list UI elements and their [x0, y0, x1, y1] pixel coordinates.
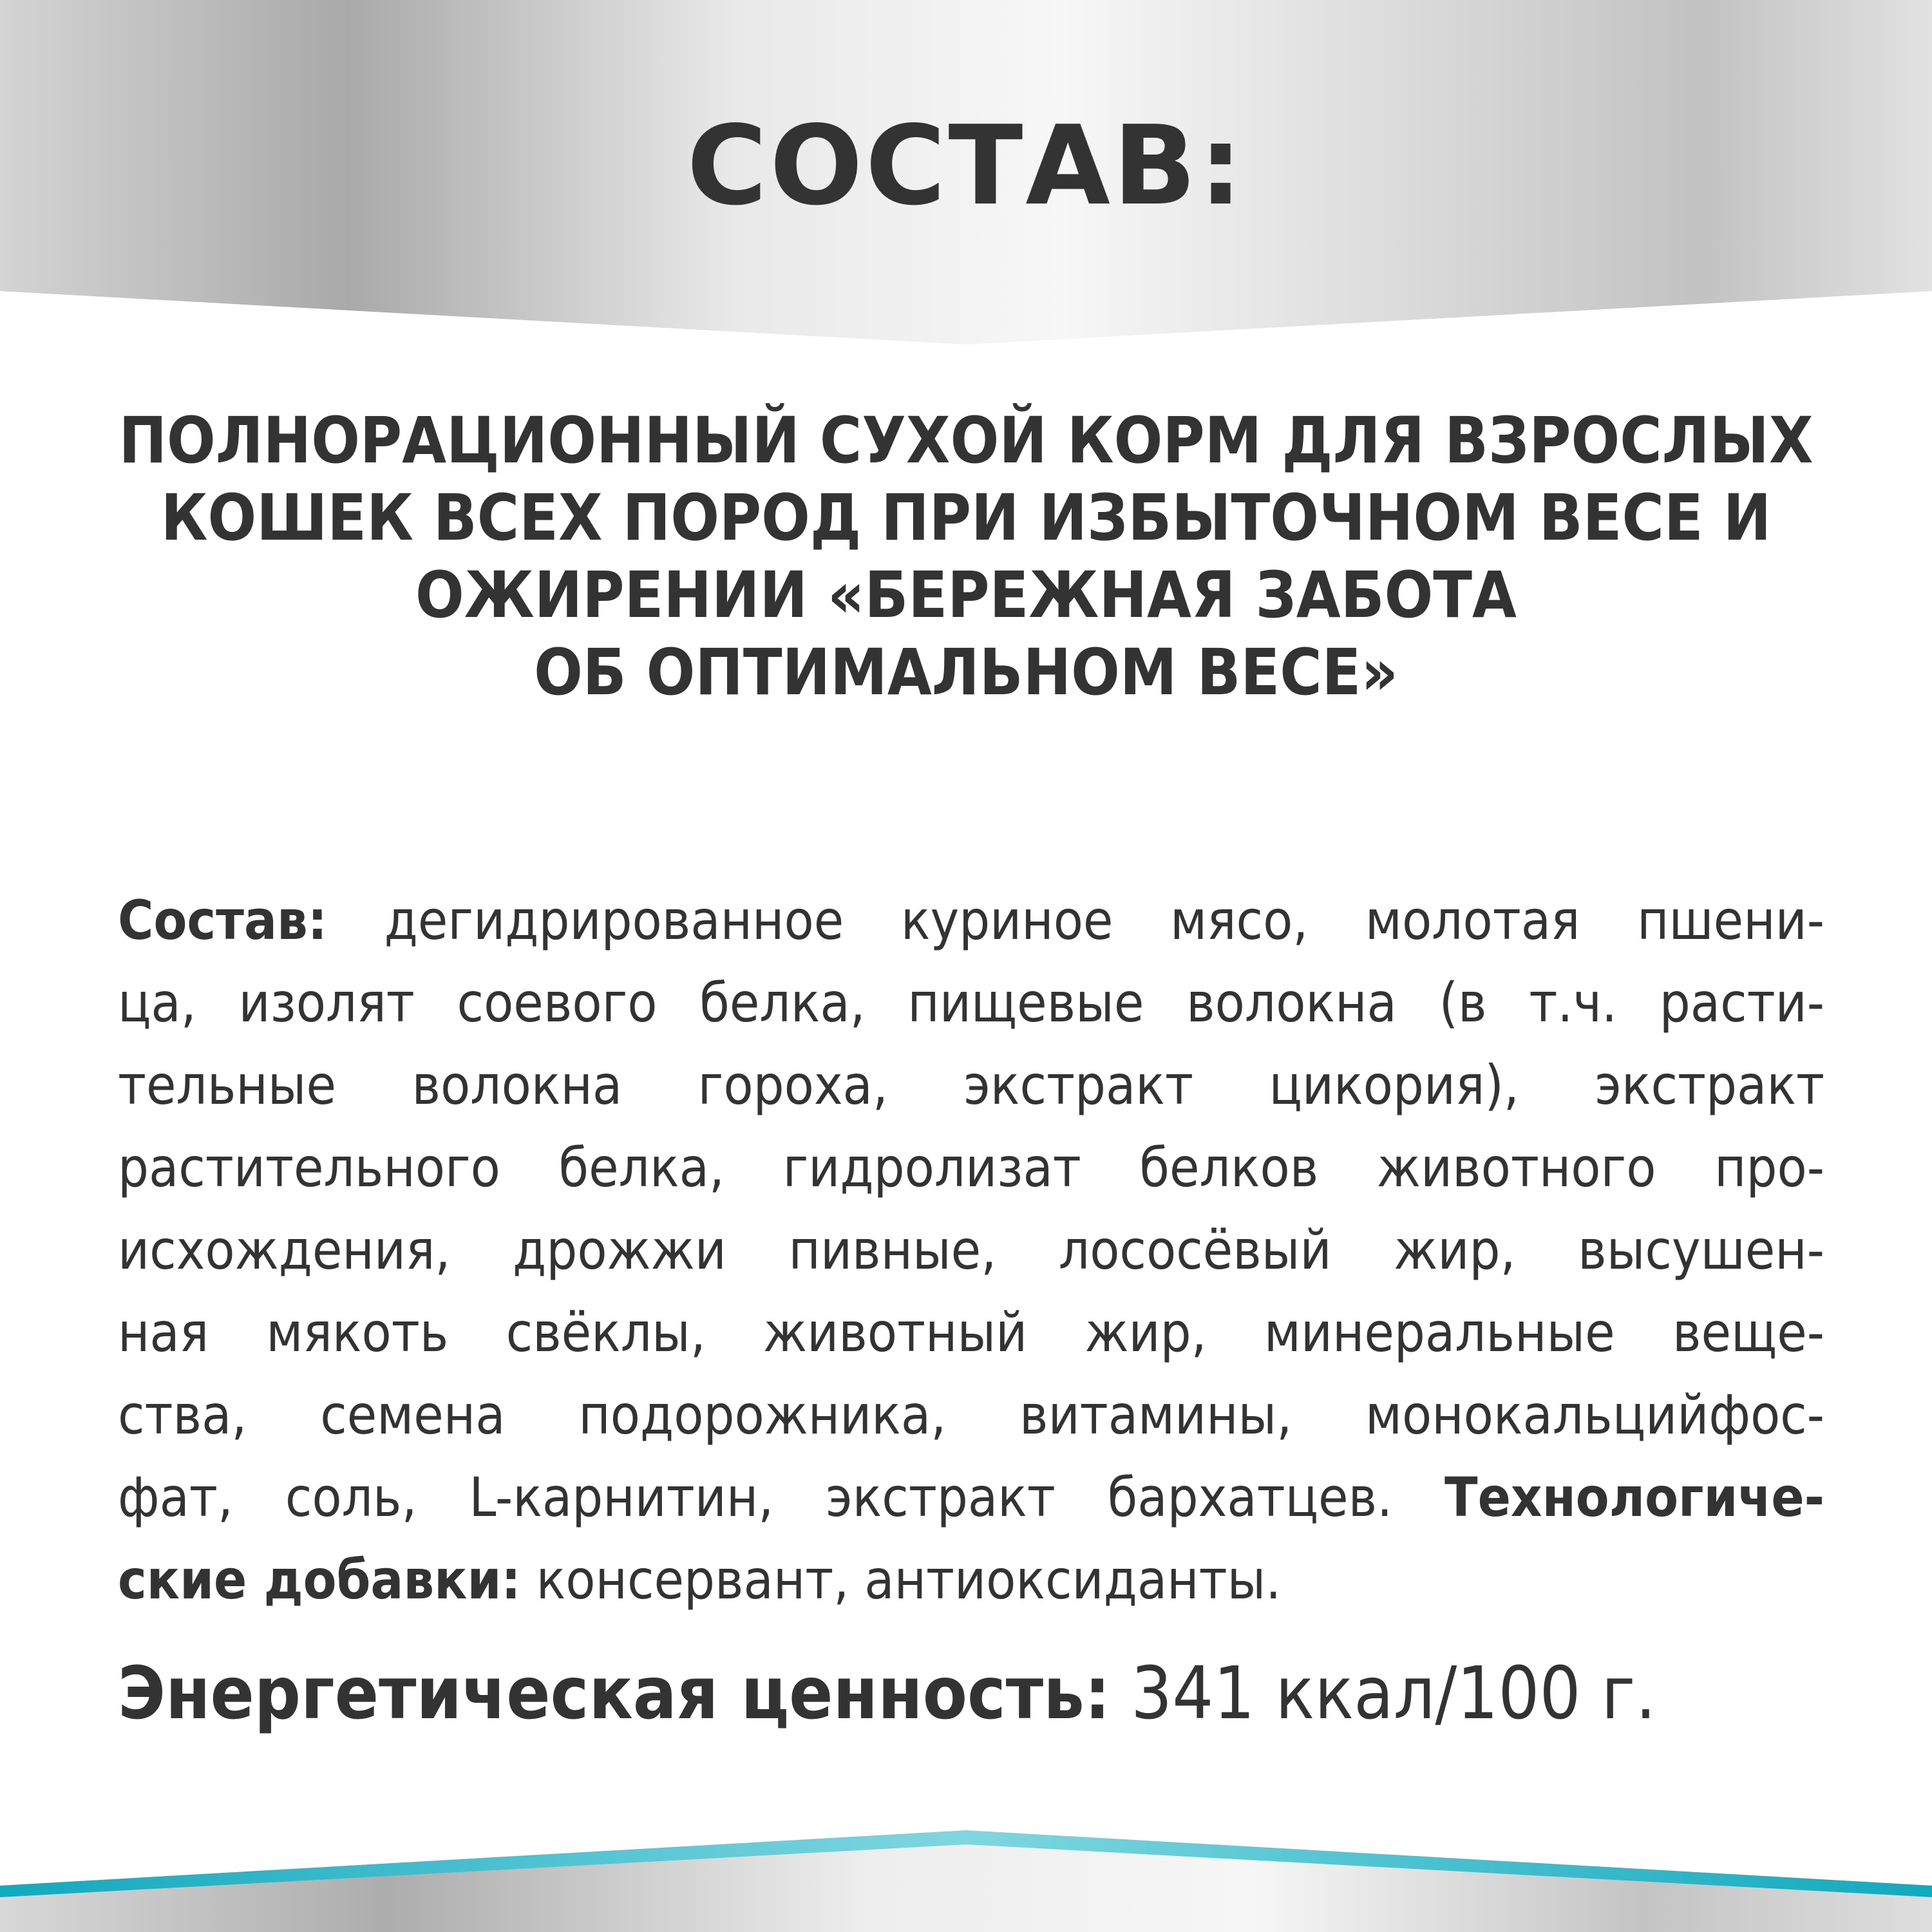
subtitle-line: ОБ ОПТИМАЛЬНОМ ВЕСЕ» — [534, 636, 1398, 710]
product-subtitle — [64, 402, 1868, 712]
additives-text: консервант, антиоксиданты. — [520, 1548, 1282, 1611]
additives-label-part: ские добавки: — [118, 1548, 521, 1611]
energy-label: Энергетическая ценность: — [118, 1652, 1111, 1736]
subtitle-line: ОЖИРЕНИИ «БЕРЕЖНАЯ ЗАБОТА — [415, 558, 1517, 632]
composition-text — [118, 879, 1824, 1621]
composition-line — [118, 1539, 1824, 1621]
composition-line: тельные волокна гороха, экстракт цикория), экстракт — [118, 1054, 1824, 1117]
composition-label: Состав: — [118, 889, 328, 952]
composition-line: ная мякоть свёклы, животный жир, минеральные веще- — [118, 1301, 1824, 1364]
composition-line — [118, 1456, 1824, 1539]
composition-line: ства, семена подорожника, витамины, монокальцийфос- — [118, 1383, 1824, 1446]
composition-text-part: дегидрированное куриное мясо, молотая пшени- — [327, 889, 1824, 952]
bottom-silver-teal-banner — [0, 1790, 1932, 1932]
page-title: СОСТАВ: — [687, 102, 1245, 230]
composition-text-part: фат, соль, L-карнитин, экстракт бархатцев. — [118, 1466, 1445, 1529]
additives-label-part: Технологиче- — [1444, 1466, 1824, 1529]
composition-line: исхождения, дрожжи пивные, лососёвый жир, высушен- — [118, 1218, 1824, 1282]
energy-value — [118, 1649, 1857, 1739]
composition-line: растительного белка, гидролизат белков животного про- — [118, 1136, 1824, 1199]
subtitle-line: ПОЛНОРАЦИОННЫЙ СУХОЙ КОРМ ДЛЯ ВЗРОСЛЫХ — [118, 404, 1814, 478]
energy-amount: 341 ккал/100 г. — [1110, 1652, 1656, 1736]
composition-line — [118, 879, 1824, 961]
composition-line: ца, изолят соевого белка, пищевые волокна (в т.ч. расти- — [118, 971, 1824, 1034]
subtitle-line: КОШЕК ВСЕХ ПОРОД ПРИ ИЗБЫТОЧНОМ ВЕСЕ И — [160, 481, 1772, 555]
